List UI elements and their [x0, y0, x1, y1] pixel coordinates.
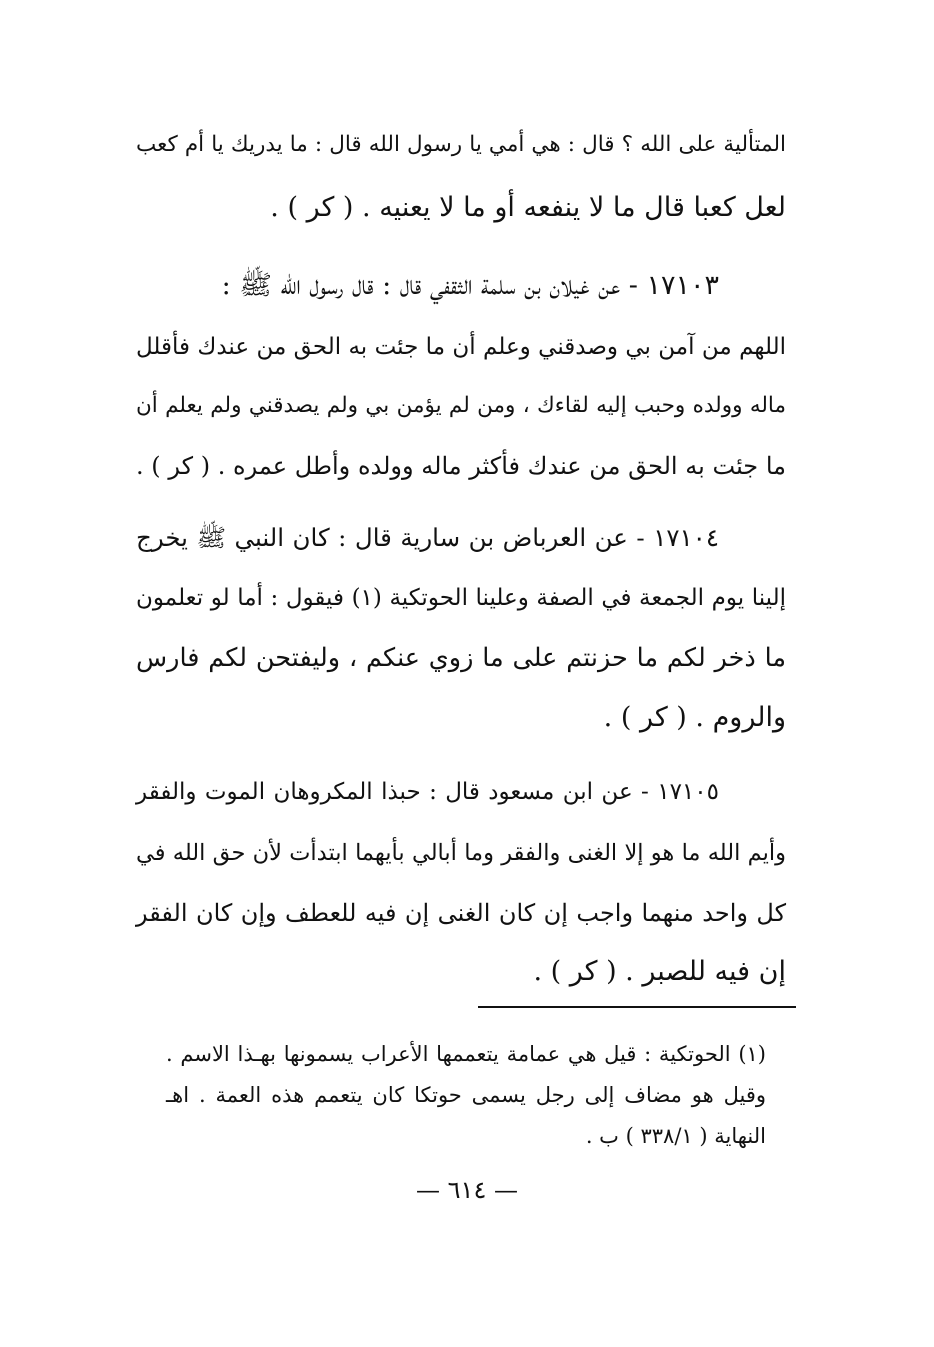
page-number: — ٦١٤ —	[416, 1176, 518, 1204]
paragraph-1-line-2: لعل كعبا قال ما لا ينفعه أو ما لا يعنيه . ( كر ) .	[270, 192, 786, 223]
hadith-17103-line-3: ماله وولده وحبب إليه لقاءك ، ومن لم يؤمن بي ولم يصدقني ولم يعلم أن	[136, 393, 786, 418]
footnote-line-1: (١) الحوتكية : قيل هي عمامة يتعممها الأعراب يسمونها بهـذا الاسم .	[166, 1042, 766, 1066]
hadith-17105-line-3: كل واحد منهما واجب إن كان الغنى إن فيه للعطف وإن كان الفقر	[136, 899, 786, 927]
footnote-separator	[478, 1006, 796, 1008]
paragraph-1-line-1: المتألية على الله ؟ قال : هي أمي يا رسول الله قال : ما يدريك يا أم كعب	[136, 132, 786, 157]
hadith-17104-line-2: إلينا يوم الجمعة في الصفة وعلينا الحوتكية (١) فيقول : أما لو تعلمون	[136, 585, 786, 611]
hadith-17104-line-3: ما ذخر لكم ما حزنتم على ما زوي عنكم ، وليفتحن لكم فارس	[136, 643, 786, 673]
footnote-line-2: وقيل هو مضاف إلى رجل يسمى حوتكا كان يتعمم هذه العمة . اهـ	[166, 1083, 766, 1107]
hadith-17105-line-1: ١٧١٠٥ - عن ابن مسعود قال : حبذا المكروهان الموت والفقر	[136, 779, 719, 805]
hadith-17103-line-4: ما جئت به الحق من عندك فأكثر ماله وولده وأطل عمره . ( كر ) .	[136, 452, 786, 480]
hadith-17105-line-4: إن فيه للصبر . ( كر ) .	[533, 956, 786, 987]
hadith-17103-line-1: ١٧١٠٣ - عن غيلان بن سلمة الثقفي قال : قال رسول الله ﷺ :	[221, 270, 719, 301]
hadith-17104-line-4: والروم . ( كر ) .	[603, 702, 786, 733]
footnote-line-3: النهاية ( ٣٣٨/١ ) ب .	[585, 1124, 766, 1148]
hadith-17103-line-2: اللهم من آمن بي وصدقني وعلم أن ما جئت به الحق من عندك فأقلل	[136, 334, 786, 360]
hadith-17105-line-2: وأيم الله ما هو إلا الغنى والفقر وما أبالي بأيهما ابتدأت لأن حق الله في	[136, 840, 786, 866]
hadith-17104-line-1: ١٧١٠٤ - عن العرباض بن سارية قال : كان النبي ﷺ يخرج	[136, 523, 719, 552]
